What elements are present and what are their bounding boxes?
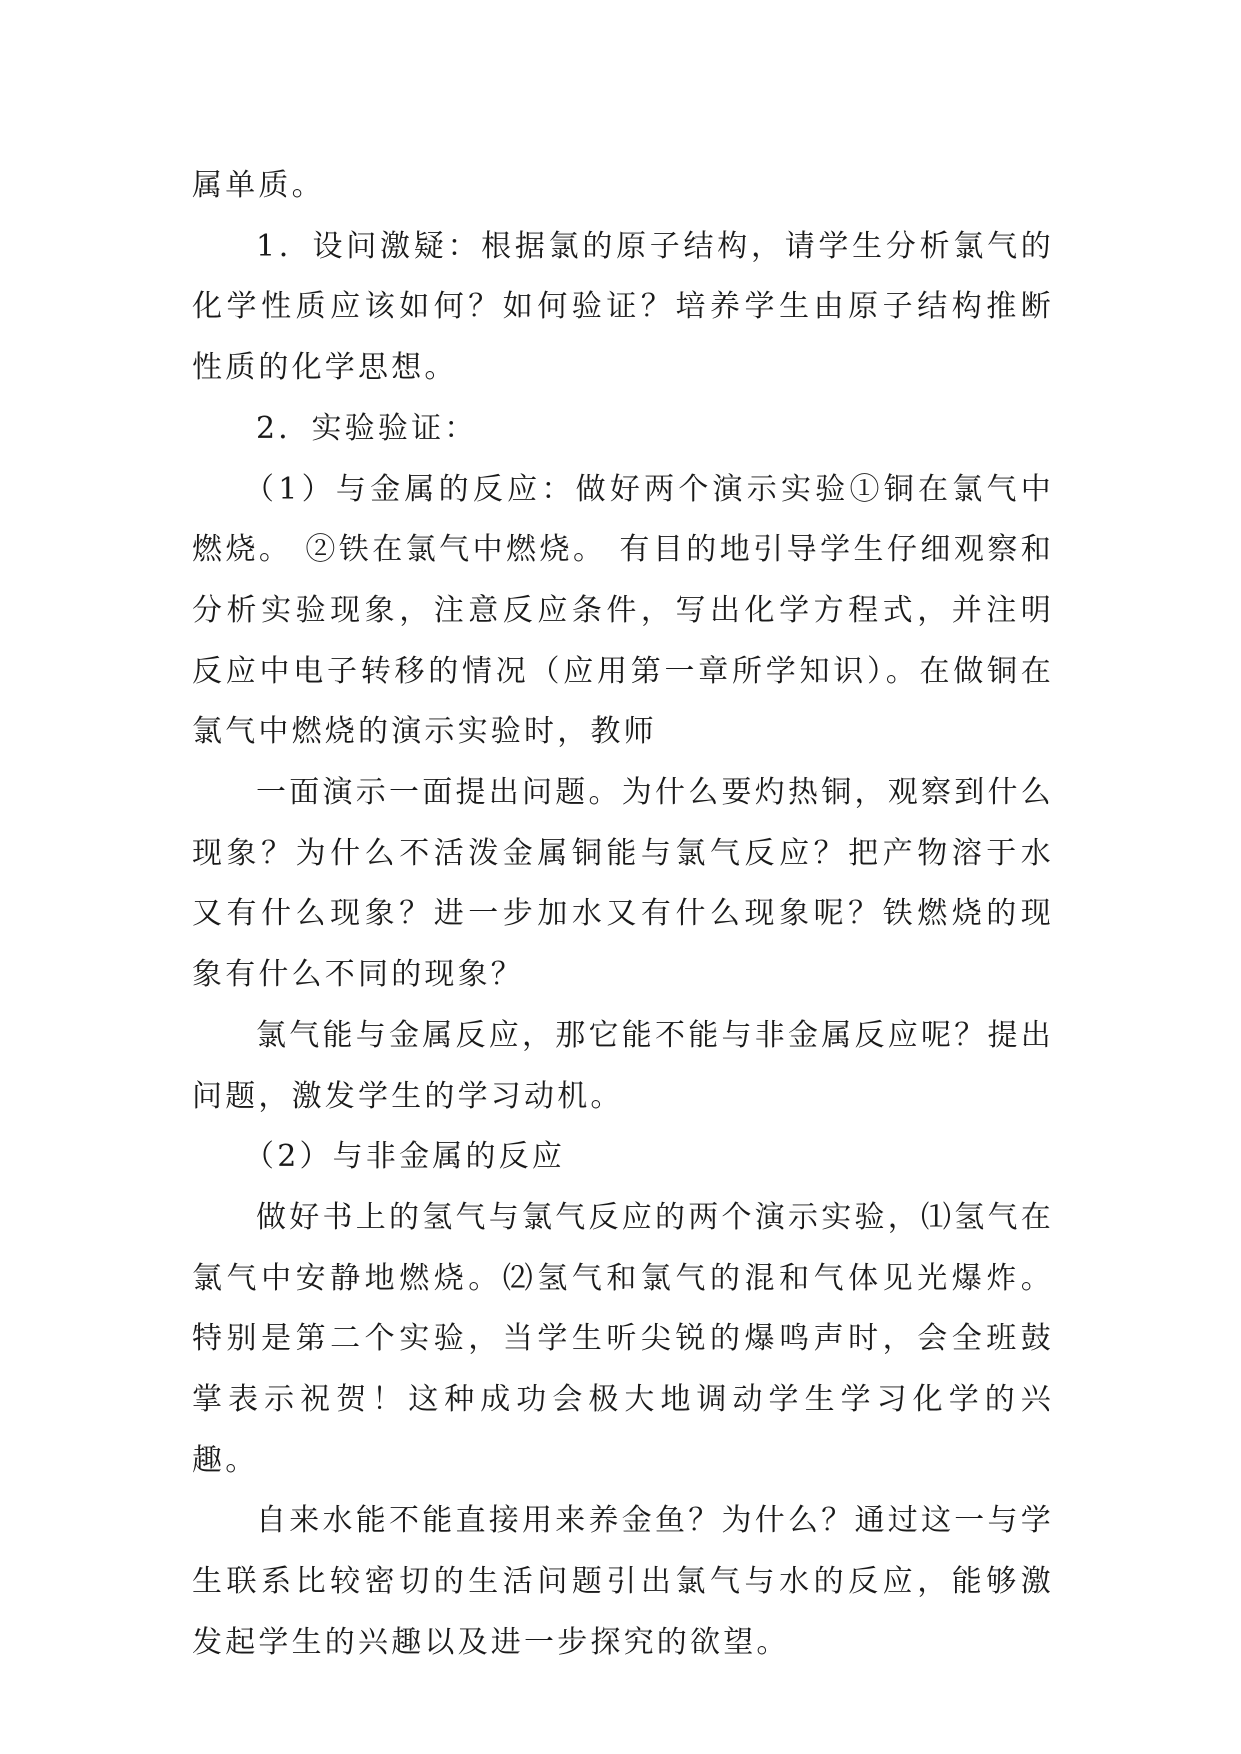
paragraph-nonmetal-heading: （2）与非金属的反应 bbox=[244, 1139, 566, 1175]
paragraph-hydrogen-experiment: 做好书上的氢气与氯气反应的两个演示实验，⑴氢气在氯气中安静地燃烧。⑵氢气和氯气的混和气体见光爆炸。特别是第二个实验，当学生听尖锐的爆鸣声时，会全班鼓掌表示祝贺！这种成功会极大地调动学生学习化学的兴趣。 bbox=[192, 1199, 1054, 1478]
paragraph-step-1: 1．设问激疑：根据氯的原子结构，请学生分析氯气的化学性质应该如何？如何验证？培养学生由原子结构推断性质的化学思想。 bbox=[192, 228, 1054, 386]
paragraph-continuation: 属单质。 bbox=[192, 168, 325, 203]
paragraph-tap-water: 自来水能不能直接用来养金鱼？为什么？通过这一与学生联系比较密切的生活问题引出氯气与水的反应，能够激发起学生的兴趣以及进一步探究的欲望。 bbox=[192, 1503, 1054, 1660]
paragraph-nonmetal-question: 氯气能与金属反应，那它能不能与非金属反应呢？提出问题，激发学生的学习动机。 bbox=[192, 1017, 1054, 1114]
paragraph-step-2: 2．实验验证： bbox=[256, 410, 478, 446]
paragraph-demo-questions: 一面演示一面提出问题。为什么要灼热铜，观察到什么现象？为什么不活泼金属铜能与氯气反应？把产物溶于水又有什么现象？进一步加水又有什么现象呢？铁燃烧的现象有什么不同的现象？ bbox=[192, 775, 1054, 993]
paragraph-metal-reaction: （1）与金属的反应：做好两个演示实验①铜在氯气中燃烧。 ②铁在氯气中燃烧。 有目的地引导学生仔细观察和分析实验现象，注意反应条件，写出化学方程式，并注明反应中电子转移的情况（应用第一章所学知识）。在做铜在氯气中燃烧的演示实验时，教师 bbox=[192, 471, 1054, 750]
document-body bbox=[192, 156, 1054, 1674]
